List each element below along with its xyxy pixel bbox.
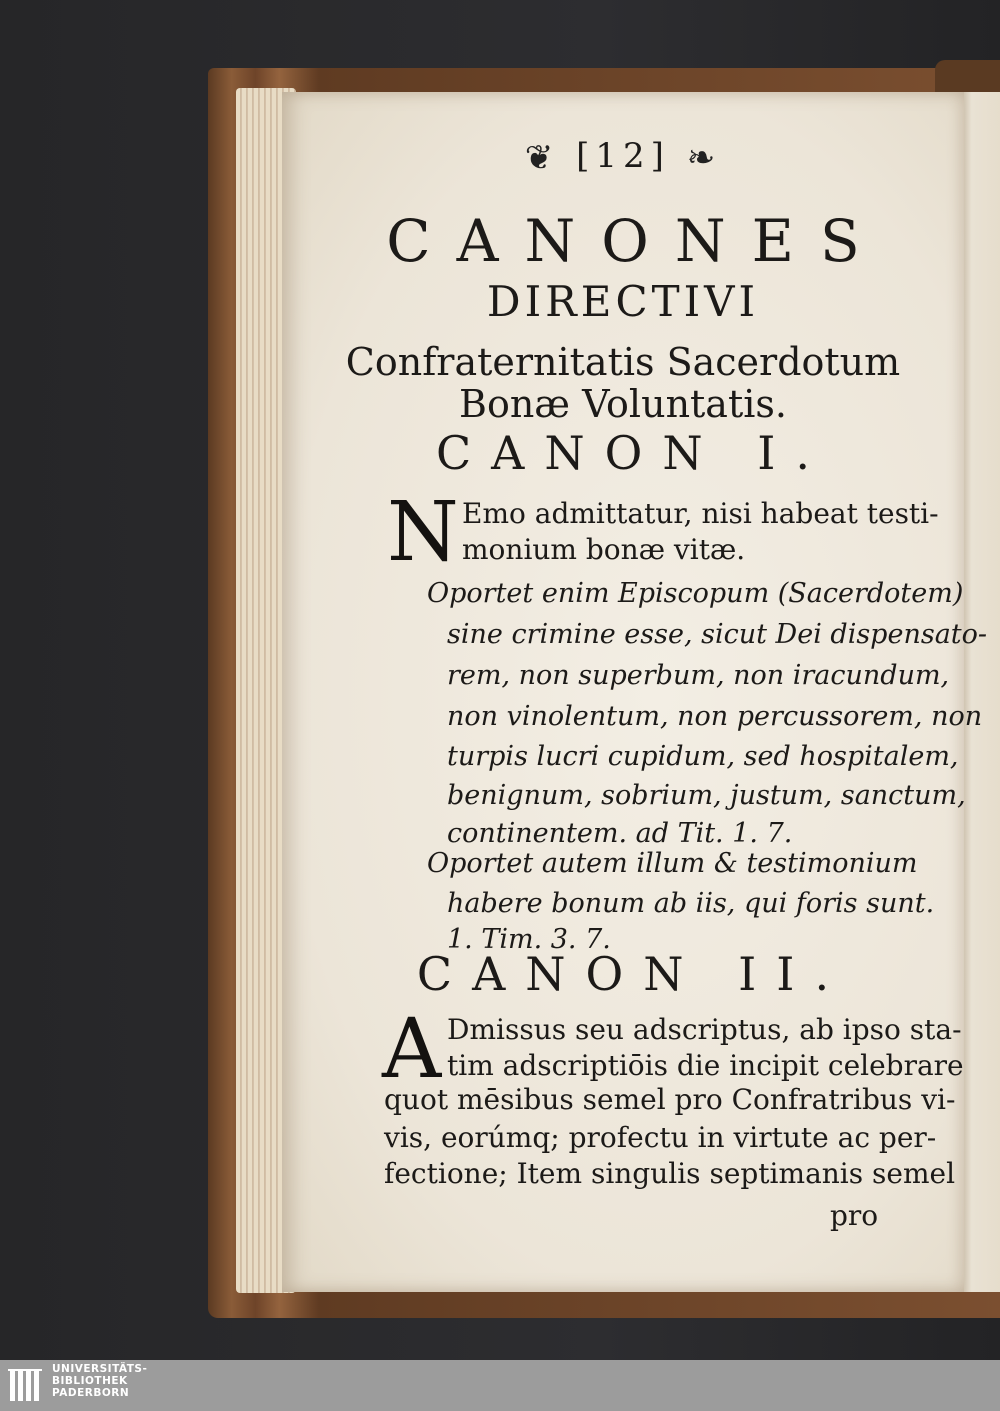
library-name-line-1: UNIVERSITÄTS-: [52, 1363, 148, 1375]
drop-cap-a: A: [382, 1002, 442, 1097]
library-name-line-2: BIBLIOTHEK: [52, 1375, 128, 1387]
book-page: [282, 92, 988, 1292]
citation-2-line-1: Oportet autem illum & testimonium: [427, 848, 918, 879]
library-name: [52, 1363, 147, 1399]
library-name-line-3: PADERBORN: [52, 1387, 130, 1399]
canon-2-line-4: vis, eorúmq; profectu in virtute ac per-: [384, 1121, 937, 1154]
heading-line-1: Confraternitatis Sacerdotum: [345, 340, 901, 384]
canon-2-line-1: Dmissus seu adscriptus, ab ipso sta-: [447, 1013, 962, 1046]
page-title: CANONES: [386, 207, 886, 275]
catchword: pro: [830, 1199, 879, 1232]
right-ornament-icon: ❧: [686, 138, 722, 178]
citation-1-line-2: sine crimine esse, sicut Dei dispensato-: [447, 619, 988, 650]
citation-1-line-4: non vinolentum, non percussorem, non: [447, 701, 983, 732]
citation-1-line-7: continentem. ad Tit. 1. 7.: [447, 818, 793, 849]
library-logo-icon: [8, 1367, 44, 1405]
citation-1-line-3: rem, non superbum, non iracundum,: [447, 660, 950, 691]
facing-page: [962, 92, 1000, 1292]
canon-2-line-3: quot mēsibus semel pro Confratribus vi-: [384, 1083, 956, 1116]
citation-1-line-6: benignum, sobrium, justum, sanctum,: [447, 780, 966, 811]
canon-2-line-5: fectione; Item singulis septimanis semel: [384, 1157, 956, 1190]
citation-1-line-5: turpis lucri cupidum, sed hospitalem,: [447, 741, 959, 772]
canon-2-line-2: tim adscriptiōis die incipit celebrare: [447, 1049, 964, 1082]
citation-2-line-3: 1. Tim. 3. 7.: [447, 924, 611, 955]
canon-1-line-1: Emo admittatur, nisi habeat testi-: [462, 497, 939, 530]
page-number: 12: [595, 136, 651, 176]
citation-1-line-1: Oportet enim Episcopum (Sacerdotem): [427, 578, 964, 609]
left-ornament-icon: ❦: [524, 138, 560, 178]
canon-2-heading: CANON II.: [416, 947, 850, 1001]
book-spine-top: [935, 60, 1000, 95]
page-subtitle: DIRECTIVI: [486, 277, 760, 326]
heading-line-2: Bonæ Voluntatis.: [459, 382, 787, 426]
canon-1-heading: CANON I.: [435, 426, 831, 480]
citation-2-line-2: habere bonum ab iis, qui foris sunt.: [447, 888, 935, 919]
canon-1-line-2: monium bonæ vitæ.: [462, 533, 746, 566]
page-number-header: ❦ [12] ❧: [524, 136, 722, 178]
drop-cap-n: N: [387, 485, 459, 580]
library-stamp-bar: [0, 1360, 1000, 1411]
